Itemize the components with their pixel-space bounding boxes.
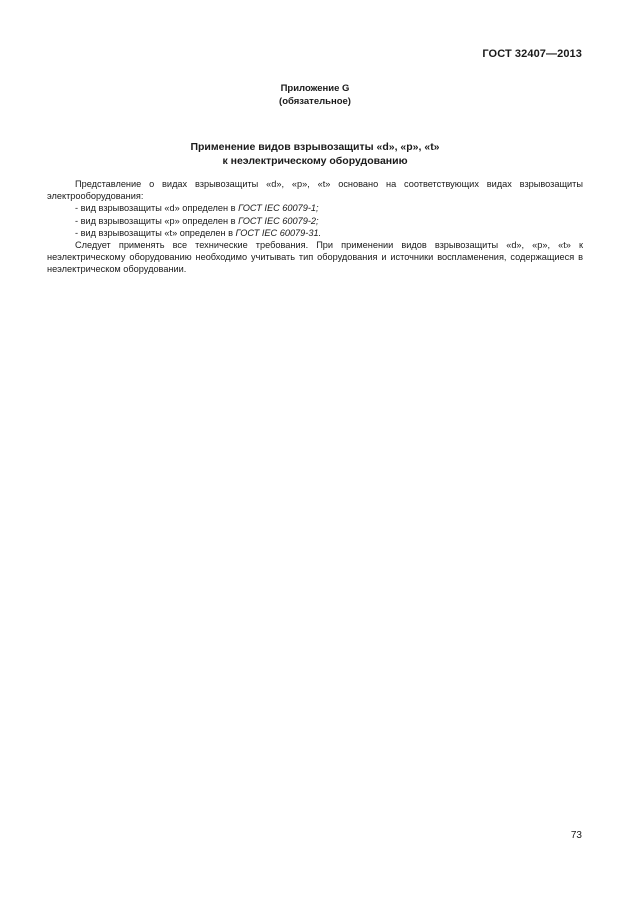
standard-reference: ГОСТ IEC 60079-31.: [235, 227, 322, 238]
document-code: ГОСТ 32407—2013: [482, 48, 582, 60]
standard-reference: ГОСТ IEC 60079-2;: [238, 215, 319, 226]
list-item: [47, 202, 583, 214]
body-text: [47, 178, 583, 276]
standard-reference: ГОСТ IEC 60079-1;: [238, 203, 319, 214]
list-item-text: - вид взрывозащиты «d» определен в: [75, 203, 239, 214]
list-item: [47, 215, 583, 227]
section-title-line-1: Применение видов взрывозащиты «d», «р», «t»: [190, 141, 440, 153]
intro-paragraph: Представление о видах взрывозащиты «d», «р», «t» основано на соответствующих видах взрывозащиты электрооборудования:: [47, 179, 583, 202]
appendix-label: Приложение G: [280, 83, 350, 94]
appendix-heading: [0, 82, 630, 108]
page-number: 73: [570, 830, 582, 841]
section-title-line-2: к неэлектрическому оборудованию: [222, 155, 408, 167]
section-title: [0, 140, 630, 168]
list-item-text: - вид взрывозащиты «t» определен в: [75, 227, 236, 238]
list-item-text: - вид взрывозащиты «р» определен в: [75, 215, 239, 226]
appendix-status: (обязательное): [279, 96, 351, 107]
closing-paragraph: Следует применять все технические требования. При применении видов взрывозащиты «d», «р», «t» к неэлектрическому оборудованию необходимо учитывать тип оборудования и источники воспламенения, содержащиеся в неэлектрическом оборудовании.: [47, 240, 583, 275]
list-item: [47, 227, 583, 239]
